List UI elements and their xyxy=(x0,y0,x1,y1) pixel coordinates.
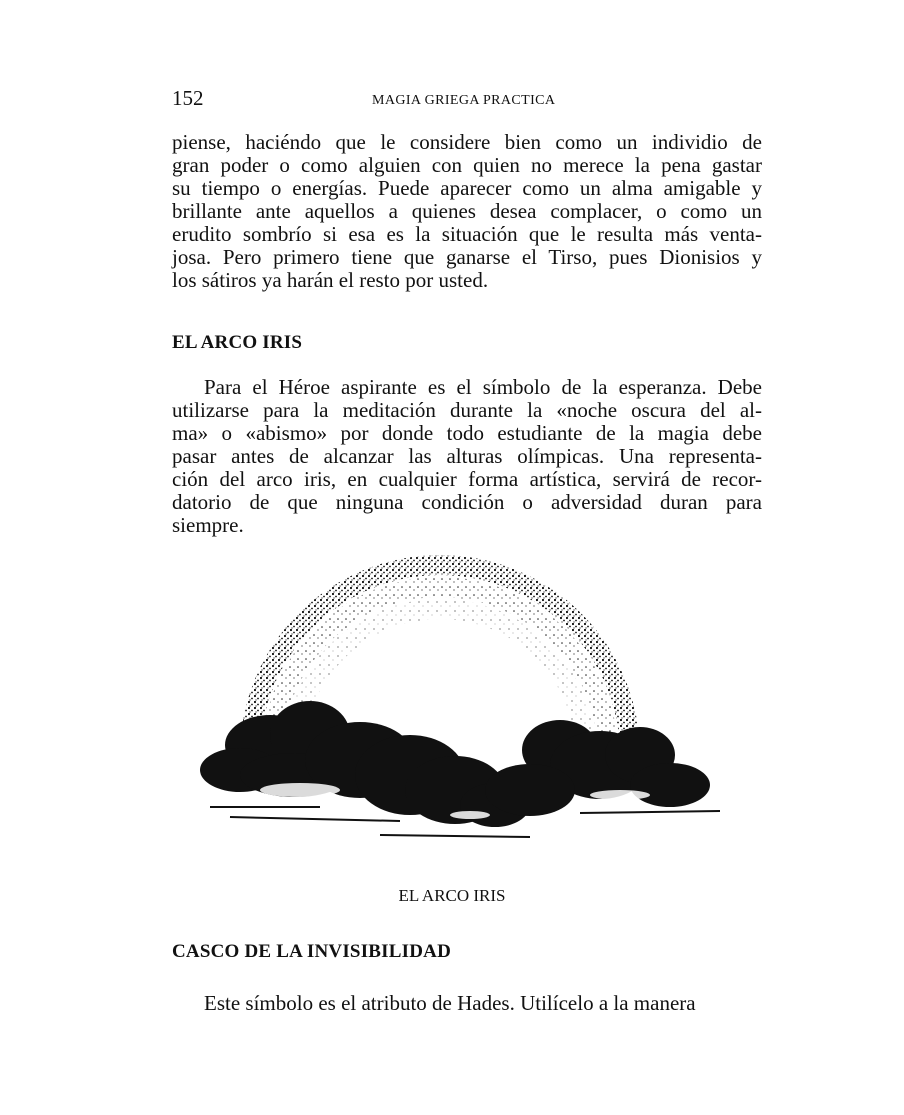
text-line: su tiempo o energías. Puede aparecer como un alma amigable y xyxy=(172,176,762,200)
paragraph-arco-iris xyxy=(172,376,762,537)
running-head: MAGIA GRIEGA PRACTICA xyxy=(372,93,556,108)
text-line: ción del arco iris, en cualquier forma artística, servirá de recor- xyxy=(172,467,762,491)
text-line: los sátiros ya harán el resto por usted. xyxy=(172,268,489,292)
cloud-right xyxy=(485,720,710,816)
text-line: siempre. xyxy=(172,513,244,537)
page-number: 152 xyxy=(172,86,204,110)
text-line: Este símbolo es el atributo de Hades. Utilícelo a la manera xyxy=(204,991,696,1015)
text-line: utilizarse para la meditación durante la «noche oscura del al- xyxy=(172,398,762,422)
text-line: Para el Héroe aspirante es el símbolo de la esperanza. Debe xyxy=(204,375,762,399)
text-line: erudito sombrío si esa es la situación que le resulta más venta- xyxy=(172,222,762,246)
text-line: piense, haciéndo que le considere bien como un individio de xyxy=(172,130,762,154)
section-heading-casco: CASCO DE LA INVISIBILIDAD xyxy=(172,941,451,962)
text-line: brillante ante aquellos a quienes desea complacer, o como un xyxy=(172,199,762,223)
figure-caption: EL ARCO IRIS xyxy=(398,886,506,905)
paragraph-casco xyxy=(172,992,762,1015)
rainbow-illustration xyxy=(200,545,740,855)
text-line: gran poder o como alguien con quien no merece la pena gastar xyxy=(172,153,762,177)
text-line: pasar antes de alcanzar las alturas olímpicas. Una representa- xyxy=(172,444,762,468)
section-heading-arco-iris: EL ARCO IRIS xyxy=(172,332,303,353)
text-line: josa. Pero primero tiene que ganarse el Tirso, pues Dionisios y xyxy=(172,245,762,269)
paragraph-continued xyxy=(172,131,762,292)
text-line: datorio de que ninguna condición o adversidad duran para xyxy=(172,490,762,514)
text-line: ma» o «abismo» por donde todo estudiante de la magia debe xyxy=(172,421,762,445)
